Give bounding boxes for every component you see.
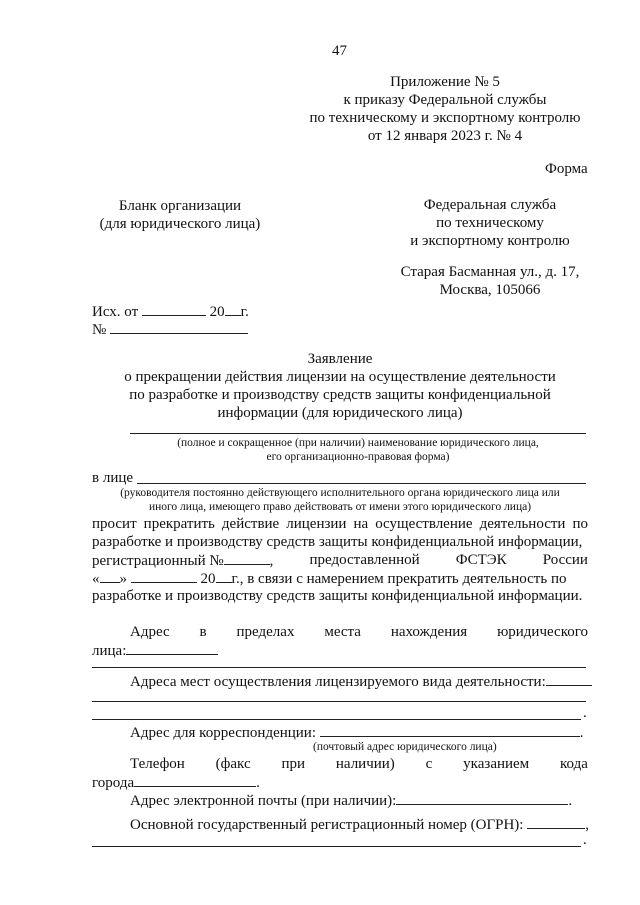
- phone-word: указанием: [463, 756, 530, 772]
- outgoing-number: [92, 320, 248, 339]
- phone-word: с: [425, 756, 433, 772]
- hint-line: иного лица, имеющего право действовать от имени этого юридического лица): [148, 501, 532, 513]
- phone-word: наличии): [335, 756, 395, 772]
- name-hint: [92, 436, 624, 464]
- year-field[interactable]: [216, 569, 232, 583]
- email-field[interactable]: [396, 791, 568, 805]
- day-field[interactable]: [100, 569, 120, 583]
- address-label: лица:: [92, 643, 127, 659]
- hint-line: (полное и сокращенное (при наличии) наименование юридического лица,: [177, 437, 539, 449]
- outgoing-year-suffix: г.: [240, 304, 249, 320]
- ogrn: [130, 815, 589, 834]
- activity-places-line[interactable]: [92, 719, 581, 720]
- outgoing-ref-prefix: Исх. от: [92, 304, 139, 320]
- year-prefix: 20: [200, 571, 216, 587]
- phone-line-1: [130, 755, 588, 773]
- body-word: деятельности: [479, 516, 566, 532]
- address-word: Адрес: [130, 624, 170, 640]
- appendix-line: по техническому и экспортному контролю: [309, 110, 581, 126]
- in-person-label: в лице: [92, 470, 134, 486]
- body-word: на: [353, 516, 369, 532]
- appendix-line: от 12 января 2023 г. № 4: [367, 128, 523, 144]
- recipient-line: Федеральная служба: [423, 197, 557, 213]
- email: [130, 791, 572, 810]
- period: .: [583, 705, 587, 721]
- address-word: пределах: [236, 624, 295, 640]
- outgoing-ref: [92, 302, 249, 321]
- address-extra-field[interactable]: [92, 667, 586, 668]
- ogrn-field[interactable]: [527, 815, 585, 829]
- recipient-line: Старая Басманная ул., д. 17,: [400, 264, 580, 280]
- title-line: о прекращении действия лицензии на осуществление деятельности: [124, 369, 556, 385]
- russia-word: России: [542, 552, 588, 568]
- activity-places: [130, 672, 592, 691]
- phone-line-2: [92, 773, 260, 792]
- hint-line: (руководителя постоянно действующего исполнительного органа юридического лица или: [120, 487, 560, 499]
- body-line-3: [92, 551, 588, 570]
- activity-places-field[interactable]: [546, 672, 592, 686]
- correspondence-hint: (почтовый адрес юридического лица): [313, 741, 497, 753]
- phone-field[interactable]: [134, 773, 256, 787]
- body-line-1: [92, 515, 588, 533]
- activity-places-line[interactable]: [92, 701, 586, 702]
- body-word: действие: [221, 516, 280, 532]
- org-blank: [90, 197, 270, 233]
- org-blank-line: Бланк организации: [118, 198, 242, 214]
- body-line-4-rest: г., в связи с намерением прекратить деятельность по: [231, 571, 567, 587]
- address-word: в: [199, 624, 207, 640]
- head-hint: [92, 486, 588, 514]
- comma: ,: [269, 553, 274, 569]
- correspondence-field[interactable]: [320, 723, 580, 737]
- body-line-2: разработке и производству средств защиты конфиденциальной информации,: [92, 534, 583, 550]
- outgoing-number-field[interactable]: [110, 320, 248, 334]
- quote-open: «: [92, 571, 100, 587]
- address-word: нахождения: [390, 624, 468, 640]
- title-line: Заявление: [307, 351, 373, 367]
- appendix-header: [300, 73, 590, 145]
- body-word: прекратить: [143, 516, 215, 532]
- granted-word: предоставленной: [309, 552, 420, 568]
- in-person-field[interactable]: [137, 483, 586, 484]
- phone-word: при: [281, 756, 306, 772]
- activity-places-label: Адреса мест осуществления лицензируемого вида деятельности:: [130, 674, 546, 690]
- recipient-line: по техническому: [436, 215, 544, 231]
- title-line: по разработке и производству средств защиты конфиденциальной: [129, 387, 551, 403]
- org-blank-line: (для юридического лица): [99, 216, 261, 232]
- phone-word: Телефон: [130, 756, 185, 772]
- correspondence-label: Адрес для корреспонденции:: [130, 725, 317, 741]
- quote-close: »: [119, 571, 127, 587]
- recipient-line: и экспортному контролю: [410, 233, 570, 249]
- comma: ,: [585, 817, 589, 833]
- number-label: №: [92, 322, 107, 338]
- email-label: Адрес электронной почты (при наличии):: [130, 793, 397, 809]
- address-line-1: [130, 623, 588, 641]
- period: .: [579, 725, 584, 741]
- outgoing-year-field[interactable]: [225, 302, 241, 316]
- form-label: Форма: [545, 161, 588, 177]
- phone-word: (факс: [215, 756, 251, 772]
- city-label: города: [92, 775, 135, 791]
- address-line-2: [92, 641, 218, 660]
- address-word: места: [324, 624, 361, 640]
- applicant-name-field[interactable]: [130, 433, 586, 434]
- period: .: [583, 832, 587, 848]
- appendix-line: Приложение № 5: [390, 74, 500, 90]
- recipient-block: [380, 196, 600, 299]
- phone-word: кода: [560, 756, 588, 772]
- ogrn-label: Основной государственный регистрационный номер (ОГРН):: [130, 817, 524, 833]
- month-field[interactable]: [131, 569, 197, 583]
- body-line-4: [92, 569, 566, 588]
- outgoing-year-prefix: 20: [209, 304, 225, 320]
- page-number: 47: [332, 43, 347, 59]
- appendix-line: к приказу Федеральной службы: [343, 92, 547, 108]
- hint-line: его организационно-правовая форма): [266, 451, 450, 463]
- period: .: [256, 775, 260, 791]
- body-word: осуществление: [375, 516, 473, 532]
- statement-title: [92, 350, 588, 422]
- period: .: [568, 793, 573, 809]
- outgoing-date-field[interactable]: [142, 302, 206, 316]
- body-line-5: разработке и производству средств защиты конфиденциальной информации.: [92, 588, 583, 604]
- ogrn-extra-field[interactable]: [92, 846, 581, 847]
- title-line: информации (для юридического лица): [217, 405, 463, 421]
- reg-label: регистрационный №: [92, 553, 224, 569]
- body-word: лицензии: [286, 516, 347, 532]
- address-word: юридического: [497, 624, 588, 640]
- recipient-line: Москва, 105066: [439, 282, 541, 298]
- body-word: по: [572, 516, 588, 532]
- address-field[interactable]: [126, 641, 218, 655]
- fstek-word: ФСТЭК: [455, 552, 507, 568]
- reg-number-field[interactable]: [224, 551, 270, 565]
- body-word: просит: [92, 516, 137, 532]
